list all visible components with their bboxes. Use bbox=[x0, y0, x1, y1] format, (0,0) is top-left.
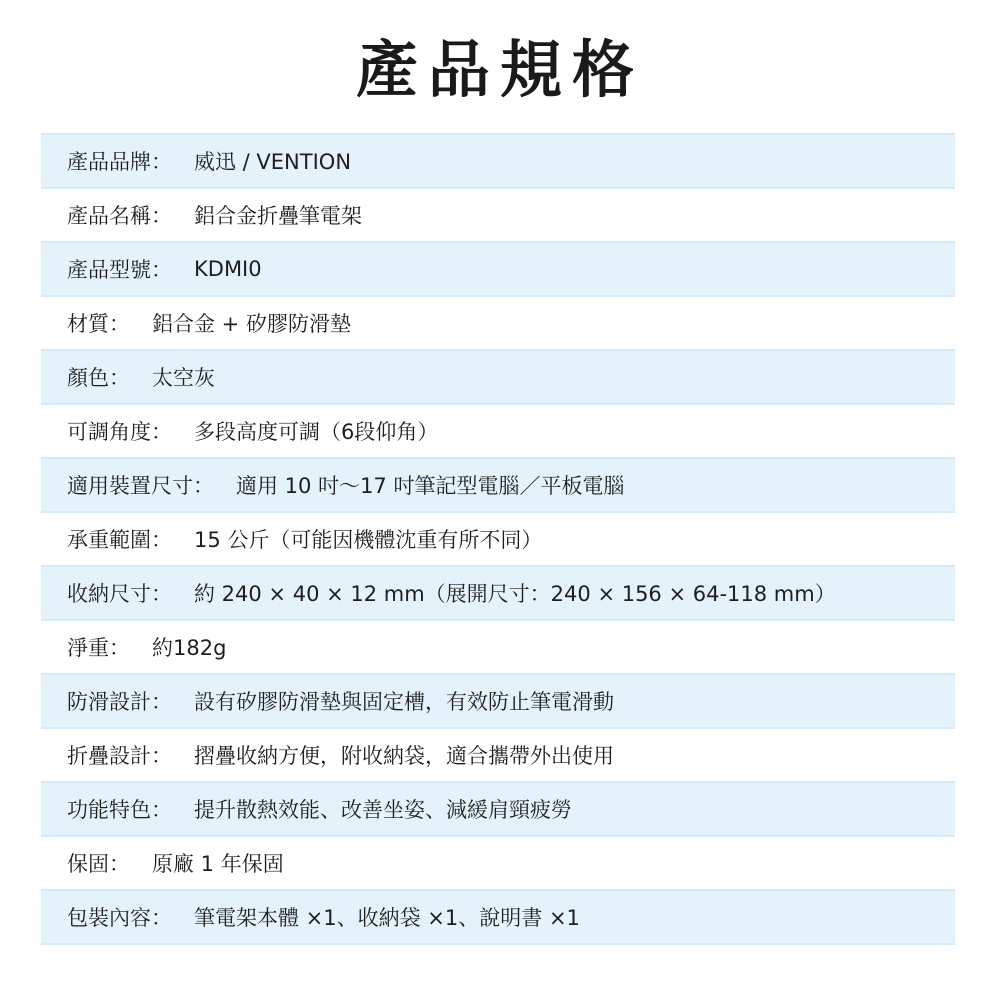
spec-value: 15 公斤（可能因機體沈重有所不同） bbox=[194, 528, 543, 552]
spec-value: 約 240 × 40 × 12 mm（展開尺寸：240 × 156 × 64-118 mm） bbox=[194, 582, 836, 606]
spec-label: 產品品牌： bbox=[67, 150, 172, 174]
spec-row-color bbox=[41, 349, 955, 405]
spec-row-package bbox=[41, 889, 955, 945]
spec-row-brand bbox=[41, 133, 955, 189]
spec-value: 原廠 1 年保固 bbox=[152, 852, 284, 876]
spec-value: 約182g bbox=[152, 636, 227, 660]
spec-value: 威迅 / VENTION bbox=[194, 150, 352, 174]
spec-value: 太空灰 bbox=[152, 366, 215, 390]
spec-label: 產品名稱： bbox=[67, 204, 172, 228]
spec-row-features bbox=[41, 781, 955, 837]
spec-row-storage-size bbox=[41, 565, 955, 621]
spec-value: 多段高度可調（6段仰角） bbox=[194, 420, 439, 444]
spec-value: 鋁合金折疊筆電架 bbox=[194, 204, 362, 228]
spec-row-material bbox=[41, 297, 955, 349]
spec-value: 設有矽膠防滑墊與固定槽，有效防止筆電滑動 bbox=[194, 690, 614, 714]
spec-table bbox=[41, 133, 955, 945]
spec-row-folding bbox=[41, 729, 955, 781]
spec-row-anti-slip bbox=[41, 673, 955, 729]
spec-value: 筆電架本體 ×1、收納袋 ×1、說明書 ×1 bbox=[194, 906, 580, 930]
spec-row-model bbox=[41, 241, 955, 297]
spec-row-warranty bbox=[41, 837, 955, 889]
spec-row-load bbox=[41, 513, 955, 565]
spec-label: 保固： bbox=[67, 852, 130, 876]
spec-label: 承重範圍： bbox=[67, 528, 172, 552]
spec-label: 產品型號： bbox=[67, 258, 172, 282]
spec-label: 材質： bbox=[67, 312, 130, 336]
spec-row-angle bbox=[41, 405, 955, 457]
spec-row-device-size bbox=[41, 457, 955, 513]
spec-value: 鋁合金 + 矽膠防滑墊 bbox=[152, 312, 351, 336]
spec-row-weight bbox=[41, 621, 955, 673]
spec-row-name bbox=[41, 189, 955, 241]
spec-label: 顏色： bbox=[67, 366, 130, 390]
spec-label: 防滑設計： bbox=[67, 690, 172, 714]
spec-value: 適用 10 吋～17 吋筆記型電腦／平板電腦 bbox=[236, 474, 625, 498]
spec-label: 淨重： bbox=[67, 636, 130, 660]
spec-label: 折疊設計： bbox=[67, 744, 172, 768]
spec-value: 摺疊收納方便，附收納袋，適合攜帶外出使用 bbox=[194, 744, 614, 768]
spec-label: 適用裝置尺寸： bbox=[67, 474, 214, 498]
spec-label: 功能特色： bbox=[67, 798, 172, 822]
spec-value: KDMI0 bbox=[194, 257, 262, 281]
spec-value: 提升散熱效能、改善坐姿、減緩肩頸疲勞 bbox=[194, 798, 572, 822]
page-title: 產品規格 bbox=[355, 33, 644, 106]
spec-label: 收納尺寸： bbox=[67, 582, 172, 606]
spec-label: 可調角度： bbox=[67, 420, 172, 444]
spec-label: 包裝內容： bbox=[67, 906, 172, 930]
